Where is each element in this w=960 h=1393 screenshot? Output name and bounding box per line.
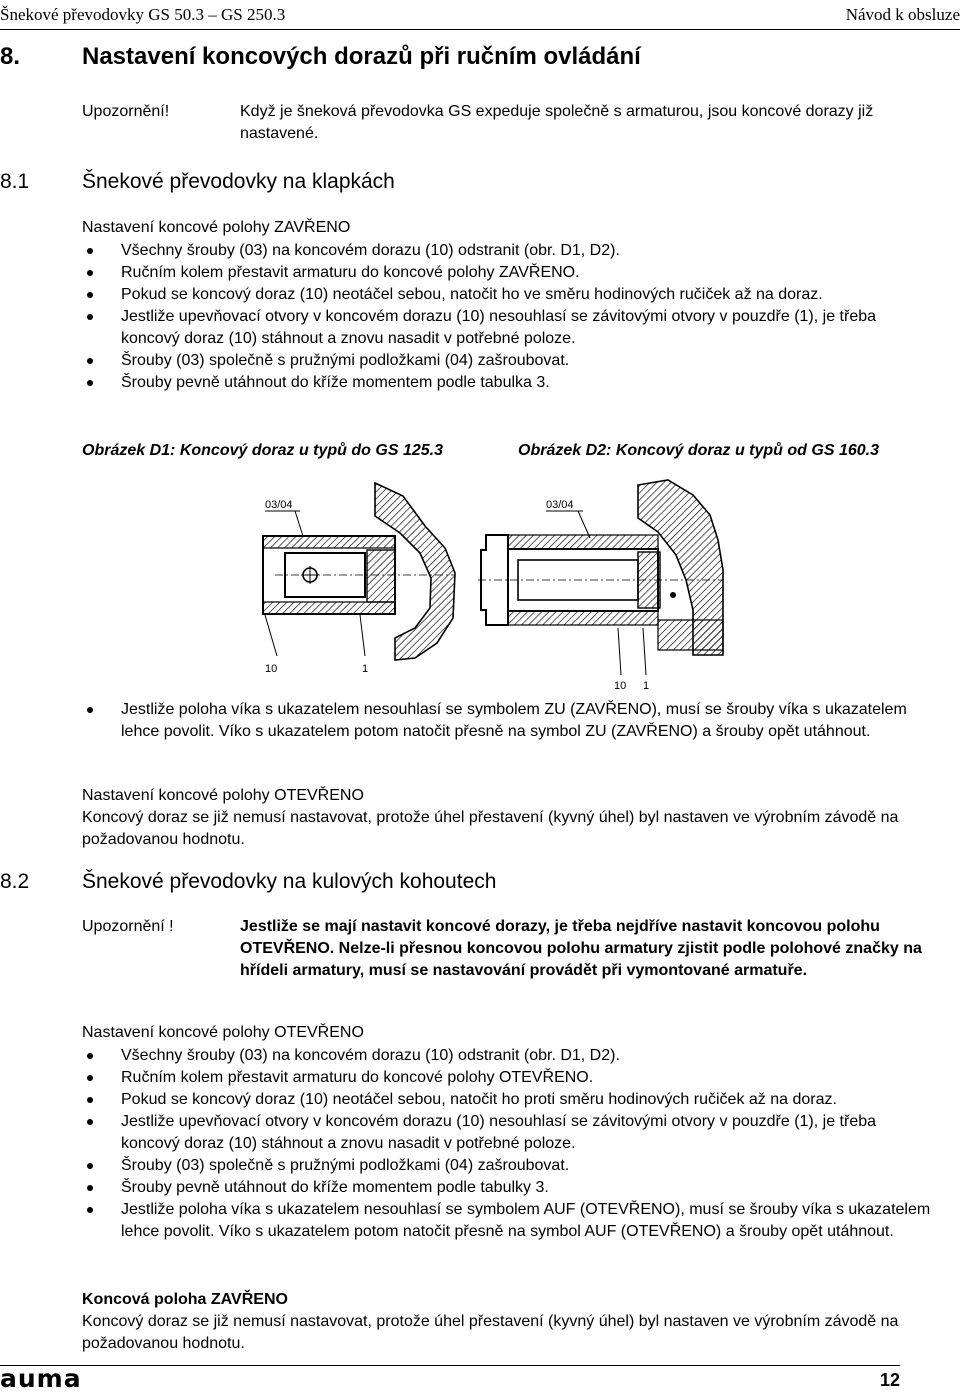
- list-item: Jestliže poloha víka s ukazatelem nesouhlasí se symbolem ZU (ZAVŘENO), musí se šrouby víka s ukazatelem lehce povolit. Víko s ukazatelem potom natočit přesně na symbol ZU (ZAVŘENO) a šrouby opět utáhnout.: [82, 699, 932, 743]
- figure-d2-drawing: [478, 470, 728, 695]
- figure-d1-drawing: [255, 478, 470, 678]
- note-2-text: Jestliže se mají nastavit koncové dorazy, je třeba nejdříve nastavit koncovou polohu OTEVŘENO. Nelze-li přesnou koncovou polohu armatury zjistit podle polohové značky na hřídeli armatury, musí se nastavování provádět při vymontované armatuře.: [240, 918, 922, 979]
- header-left: Šnekové převodovky GS 50.3 – GS 250.3: [0, 5, 286, 24]
- closed-2-text: Koncový doraz se již nemusí nastavovat, protože úhel přestavení (kyvný úhel) byl nastaven ve výrobním závodě na požadovanou hodnotu.: [82, 1313, 899, 1352]
- list-item: Šrouby pevně utáhnout do kříže momentem podle tabulka 3.: [82, 372, 932, 394]
- figure-d1-label-housing: 1: [362, 663, 369, 675]
- section-8-title: Nastavení koncových dorazů při ručním ovládání: [82, 43, 641, 70]
- open-2-list: [82, 1045, 932, 1243]
- figure-d2-label-housing: 1: [643, 680, 650, 692]
- list-item: Jestliže upevňovací otvory v koncovém dorazu (10) nesouhlasí se závitovými otvory v pouzdře (1), je třeba koncový doraz (10) stáhnout a znovu nasadit v potřebné poloze.: [82, 1111, 932, 1155]
- section-8-2-title: Šnekové převodovky na kulových kohoutech: [82, 870, 497, 893]
- list-item: Ručním kolem přestavit armaturu do koncové polohy OTEVŘENO.: [82, 1067, 932, 1089]
- section-8-1-title: Šnekové převodovky na klapkách: [82, 170, 395, 193]
- closed-1-extra-list: [82, 699, 932, 743]
- list-item: Šrouby pevně utáhnout do kříže momentem podle tabulky 3.: [82, 1177, 932, 1199]
- closed-1-list: [82, 240, 932, 394]
- list-item: Šrouby (03) společně s pružnými podložkami (04) zašroubovat.: [82, 350, 932, 372]
- list-item: Jestliže poloha víka s ukazatelem nesouhlasí se symbolem AUF (OTEVŘENO), musí se šrouby víka s ukazatelem lehce povolit. Víko s ukazatelem potom natočit přesně na symbol AUF (OTEVŘENO) a šrouby opět utáhnout.: [82, 1199, 932, 1243]
- figure-d1-caption: Obrázek D1: Koncový doraz u typů do GS 125.3: [82, 442, 443, 459]
- figure-d2-label-screws: 03/04: [546, 499, 574, 511]
- section-8-1-number: 8.1: [0, 170, 30, 193]
- list-item: Jestliže upevňovací otvory v koncovém dorazu (10) nesouhlasí se závitovými otvory v pouzdře (1), je třeba koncový doraz (10) stáhnout a znovu nasadit v potřebné poloze.: [82, 306, 932, 350]
- list-item: Všechny šrouby (03) na koncovém dorazu (10) odstranit (obr. D1, D2).: [82, 1045, 932, 1067]
- list-item: Šrouby (03) společně s pružnými podložkami (04) zašroubovat.: [82, 1155, 932, 1177]
- footer-rule: [0, 1365, 900, 1366]
- section-8-number: 8.: [0, 43, 21, 70]
- figure-d1-label-stop: 10: [265, 663, 278, 675]
- note-1-label: Upozornění!: [82, 103, 170, 120]
- header-rule: [0, 29, 960, 30]
- section-8-2-number: 8.2: [0, 870, 30, 893]
- note-2-label: Upozornění !: [82, 918, 174, 935]
- open-2-heading: Nastavení koncové polohy OTEVŘENO: [82, 1024, 364, 1041]
- list-item: Pokud se koncový doraz (10) neotáčel sebou, natočit ho proti směru hodinových ručiček až na doraz.: [82, 1089, 932, 1111]
- figure-d2-label-stop: 10: [614, 680, 627, 692]
- list-item: Ručním kolem přestavit armaturu do koncové polohy ZAVŘENO.: [82, 262, 932, 284]
- figure-d1-label-screws: 03/04: [265, 499, 293, 511]
- note-1-text: Když je šneková převodovka GS expeduje společně s armaturou, jsou koncové dorazy již nastavené.: [240, 103, 874, 142]
- closed-1-heading: Nastavení koncové polohy ZAVŘENO: [82, 219, 351, 236]
- header-right: Návod k obsluze: [845, 5, 960, 24]
- open-1-heading: Nastavení koncové polohy OTEVŘENO: [82, 787, 364, 804]
- closed-2-heading: Koncová poloha ZAVŘENO: [82, 1291, 288, 1308]
- list-item: Pokud se koncový doraz (10) neotáčel sebou, natočit ho ve směru hodinových ručiček až na doraz.: [82, 284, 932, 306]
- auma-logo: auma: [0, 1364, 82, 1393]
- figure-d2-caption: Obrázek D2: Koncový doraz u typů od GS 160.3: [518, 442, 879, 459]
- page-number: 12: [879, 1370, 900, 1390]
- open-1-text: Koncový doraz se již nemusí nastavovat, protože úhel přestavení (kyvný úhel) byl nastaven ve výrobním závodě na požadovanou hodnotu.: [82, 809, 899, 848]
- list-item: Všechny šrouby (03) na koncovém dorazu (10) odstranit (obr. D1, D2).: [82, 240, 932, 262]
